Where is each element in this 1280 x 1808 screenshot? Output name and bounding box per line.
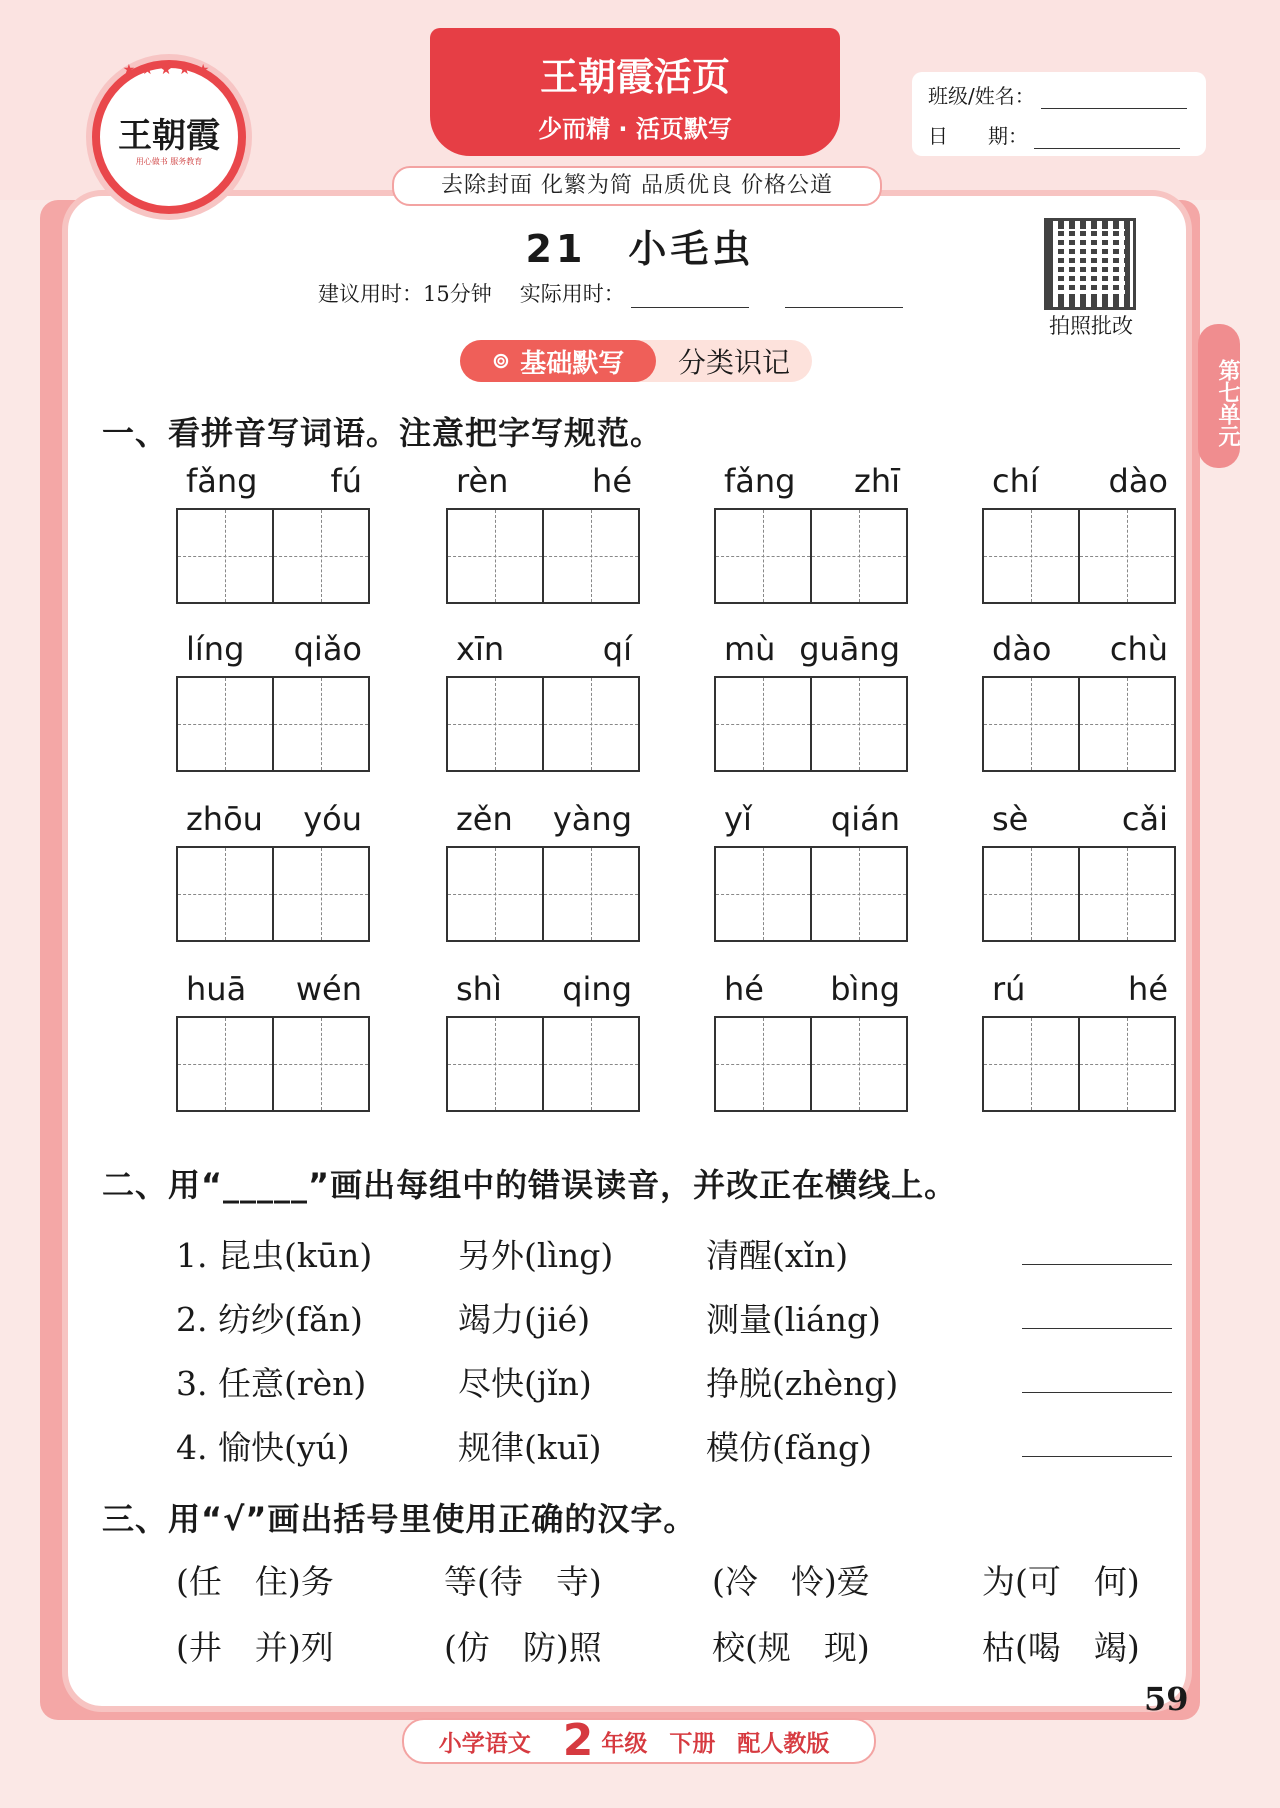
correction-row: [176, 1422, 1186, 1486]
word-reading[interactable]: 1. 昆虫(kūn): [176, 1236, 373, 1275]
word-reading[interactable]: 2. 纺纱(fǎn): [176, 1300, 363, 1339]
answer-line[interactable]: [1022, 1392, 1172, 1393]
pinyin-syllable: yàng: [552, 800, 632, 838]
writing-grid[interactable]: [446, 508, 640, 604]
word-reading[interactable]: 另外(lìng): [458, 1236, 614, 1275]
student-info-box: [912, 72, 1206, 156]
character-choice-list: [176, 1556, 1186, 1688]
banner-subtitle: 少而精 · 活页默写: [538, 115, 732, 143]
word-item: [714, 462, 910, 604]
footer-pill: [402, 1715, 876, 1766]
writing-grid[interactable]: [176, 846, 370, 942]
word-reading[interactable]: 清醒(xǐn): [706, 1236, 849, 1275]
pinyin-syllable: bìng: [830, 970, 900, 1008]
character-box[interactable]: [984, 510, 1078, 602]
pinyin-label: [714, 462, 910, 508]
character-box[interactable]: [448, 1018, 542, 1110]
pinyin-syllable: qián: [830, 800, 900, 838]
character-box[interactable]: [984, 848, 1078, 940]
character-box[interactable]: [1078, 678, 1174, 770]
pinyin-syllable: qiǎo: [293, 630, 362, 668]
pinyin-label: [982, 630, 1178, 676]
word-reading[interactable]: 规律(kuī): [458, 1428, 602, 1467]
character-box[interactable]: [272, 1018, 368, 1110]
pinyin-syllable: rèn: [456, 462, 509, 500]
word-reading[interactable]: 尽快(jǐn): [458, 1364, 592, 1403]
word-reading[interactable]: 测量(liáng): [706, 1300, 881, 1339]
character-choice[interactable]: (仿 防)照: [444, 1628, 602, 1667]
qr-label: 拍照批改: [1049, 314, 1133, 338]
pinyin-syllable: dào: [1108, 462, 1168, 500]
character-choice[interactable]: 等(待 寺): [444, 1562, 602, 1601]
badge-icon: ⊚: [491, 348, 511, 374]
pinyin-syllable: xīn: [456, 630, 505, 668]
character-box[interactable]: [448, 510, 542, 602]
brand-logo: [92, 60, 246, 214]
character-box[interactable]: [810, 510, 906, 602]
word-item: [982, 800, 1178, 942]
choice-row: [176, 1622, 1186, 1688]
character-box[interactable]: [542, 1018, 638, 1110]
character-box[interactable]: [1078, 848, 1174, 940]
pinyin-syllable: mù: [724, 630, 776, 668]
word-item: [982, 462, 1178, 604]
character-box[interactable]: [178, 678, 272, 770]
word-reading[interactable]: 竭力(jié): [458, 1300, 591, 1339]
qr-code-icon[interactable]: [1044, 218, 1136, 310]
pinyin-syllable: wén: [295, 970, 362, 1008]
date-field[interactable]: [1034, 128, 1180, 149]
page-number: 59: [1144, 1680, 1189, 1718]
pinyin-syllable: zěn: [456, 800, 513, 838]
pinyin-syllable: qing: [562, 970, 632, 1008]
pinyin-syllable: fú: [330, 462, 362, 500]
pill-right-label: 分类识记: [678, 346, 791, 379]
banner-title: 王朝霞活页: [539, 54, 730, 99]
pinyin-syllable: yǐ: [724, 800, 752, 838]
pinyin-label: [982, 800, 1178, 846]
character-box[interactable]: [1078, 510, 1174, 602]
actual-time-field-2[interactable]: [785, 287, 903, 308]
writing-grid[interactable]: [714, 676, 908, 772]
pinyin-syllable: chù: [1109, 630, 1168, 668]
character-box[interactable]: [716, 848, 810, 940]
character-box[interactable]: [178, 1018, 272, 1110]
pinyin-label: [714, 970, 910, 1016]
word-reading[interactable]: 挣脱(zhèng): [706, 1364, 899, 1403]
word-item: [176, 970, 372, 1112]
character-box[interactable]: [810, 1018, 906, 1110]
word-item: [176, 630, 372, 772]
pinyin-label: [446, 462, 642, 508]
suggested-time: 建议用时：15分钟: [318, 282, 492, 306]
writing-grid[interactable]: [176, 676, 370, 772]
brand-banner: [430, 28, 840, 156]
class-name-label: 班级/姓名：: [928, 84, 1035, 108]
pinyin-label: [446, 800, 642, 846]
word-item: [176, 462, 372, 604]
pinyin-label: [176, 800, 372, 846]
character-box[interactable]: [272, 848, 368, 940]
pinyin-syllable: hé: [592, 462, 632, 500]
slogan: 去除封面 化繁为简 品质优良 价格公道: [392, 166, 882, 206]
writing-grid[interactable]: [176, 508, 370, 604]
character-box[interactable]: [178, 848, 272, 940]
character-choice[interactable]: 为(可 何): [982, 1562, 1140, 1601]
word-item: [714, 800, 910, 942]
writing-grid[interactable]: [446, 1016, 640, 1112]
writing-grid[interactable]: [446, 676, 640, 772]
pinyin-syllable: chí: [992, 462, 1039, 500]
pinyin-syllable: hé: [724, 970, 764, 1008]
word-item: [446, 800, 642, 942]
character-choice[interactable]: (冷 怜)爱: [712, 1562, 870, 1601]
character-box[interactable]: [984, 678, 1078, 770]
word-item: [446, 970, 642, 1112]
pinyin-label: [714, 630, 910, 676]
footer-subject: 小学语文: [438, 1730, 531, 1757]
character-box[interactable]: [272, 510, 368, 602]
writing-grid[interactable]: [714, 1016, 908, 1112]
logo-sub: 用心做书 服务教育: [135, 157, 203, 166]
stars-icon: ★★★★★: [122, 62, 216, 78]
pinyin-syllable: sè: [992, 800, 1029, 838]
section2-heading: 二、用“_____”画出每组中的错误读音，并改正在横线上。: [102, 1166, 958, 1204]
section3-heading: 三、用“√”画出括号里使用正确的汉字。: [102, 1500, 697, 1538]
footer-grade-num: 2: [562, 1715, 594, 1766]
character-box[interactable]: [1078, 1018, 1174, 1110]
character-box[interactable]: [542, 510, 638, 602]
writing-grid[interactable]: [982, 1016, 1176, 1112]
pinyin-syllable: yóu: [303, 800, 362, 838]
answer-line[interactable]: [1022, 1264, 1172, 1265]
correction-row: [176, 1358, 1186, 1422]
choice-row: [176, 1556, 1186, 1622]
character-box[interactable]: [178, 510, 272, 602]
pinyin-syllable: guāng: [799, 630, 900, 668]
word-item: [714, 630, 910, 772]
time-row: [318, 278, 909, 308]
character-box[interactable]: [448, 678, 542, 770]
character-box[interactable]: [716, 510, 810, 602]
character-box[interactable]: [810, 678, 906, 770]
character-box[interactable]: [810, 848, 906, 940]
answer-line[interactable]: [1022, 1328, 1172, 1329]
character-box[interactable]: [448, 848, 542, 940]
pill-left-label: 基础默写: [520, 348, 625, 379]
actual-time-label: 实际用时：: [519, 282, 625, 306]
section1-heading: 一、看拼音写词语。注意把字写规范。: [102, 414, 664, 452]
pinyin-syllable: líng: [186, 630, 245, 668]
date-label: 日 期：: [928, 124, 1028, 148]
class-name-field[interactable]: [1041, 88, 1187, 109]
character-choice[interactable]: 枯(喝 竭): [982, 1628, 1140, 1667]
footer-grade: 年级: [601, 1730, 648, 1757]
character-choice[interactable]: 校(规 现): [712, 1628, 870, 1667]
writing-grid[interactable]: [982, 846, 1176, 942]
correction-row: [176, 1230, 1186, 1294]
footer-edition: 配人教版: [737, 1730, 830, 1757]
pinyin-syllable: qí: [602, 630, 632, 668]
pinyin-syllable: fǎng: [724, 462, 796, 500]
pinyin-label: [982, 970, 1178, 1016]
lesson-title: 21 小毛虫: [525, 227, 755, 271]
writing-grid[interactable]: [982, 676, 1176, 772]
pinyin-syllable: cǎi: [1121, 800, 1168, 838]
word-reading[interactable]: 模仿(fǎng): [706, 1428, 873, 1467]
word-item: [714, 970, 910, 1112]
word-item: [176, 800, 372, 942]
pinyin-label: [176, 630, 372, 676]
writing-grid[interactable]: [714, 508, 908, 604]
pinyin-syllable: dào: [992, 630, 1052, 668]
pinyin-label: [714, 800, 910, 846]
writing-grid[interactable]: [982, 508, 1176, 604]
pinyin-syllable: zhī: [854, 462, 900, 500]
word-reading[interactable]: 3. 任意(rèn): [176, 1364, 367, 1403]
character-choice[interactable]: (井 并)列: [176, 1628, 334, 1667]
character-choice[interactable]: (任 住)务: [176, 1562, 334, 1601]
character-box[interactable]: [716, 1018, 810, 1110]
writing-grid[interactable]: [714, 846, 908, 942]
writing-grid[interactable]: [176, 1016, 370, 1112]
character-box[interactable]: [984, 1018, 1078, 1110]
actual-time-field[interactable]: [631, 287, 749, 308]
pinyin-label: [982, 462, 1178, 508]
pinyin-label: [446, 970, 642, 1016]
pinyin-syllable: huā: [186, 970, 247, 1008]
pill-basic: [460, 340, 656, 382]
logo-text: 王朝霞: [118, 116, 220, 156]
character-box[interactable]: [542, 848, 638, 940]
writing-grid[interactable]: [446, 846, 640, 942]
pinyin-syllable: fǎng: [186, 462, 258, 500]
unit-tab: 第七单元: [1198, 324, 1240, 468]
answer-line[interactable]: [1022, 1456, 1172, 1457]
word-item: [446, 630, 642, 772]
pinyin-syllable: shì: [456, 970, 502, 1008]
pinyin-syllable: zhōu: [186, 800, 263, 838]
pinyin-label: [446, 630, 642, 676]
word-item: [982, 630, 1178, 772]
word-reading[interactable]: 4. 愉快(yú): [176, 1428, 350, 1467]
reading-correction-list: [176, 1230, 1186, 1486]
word-item: [446, 462, 642, 604]
word-item: [982, 970, 1178, 1112]
pinyin-syllable: rú: [992, 970, 1026, 1008]
section-pill: [460, 340, 812, 382]
pinyin-syllable: hé: [1128, 970, 1168, 1008]
character-box[interactable]: [716, 678, 810, 770]
character-box[interactable]: [272, 678, 368, 770]
pinyin-label: [176, 970, 372, 1016]
character-box[interactable]: [542, 678, 638, 770]
footer-volume: 下册: [669, 1730, 716, 1757]
correction-row: [176, 1294, 1186, 1358]
pinyin-label: [176, 462, 372, 508]
